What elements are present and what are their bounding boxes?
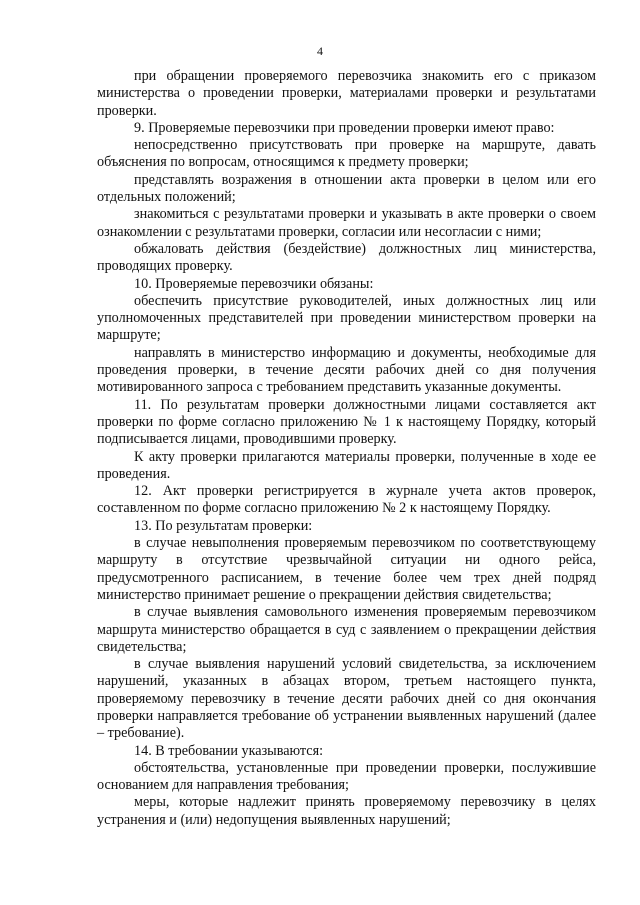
paragraph: меры, которые надлежит принять проверяемому перевозчику в целях устранения и (или) недопущения выявленных нарушений;: [97, 794, 596, 828]
paragraph: 14. В требовании указываются:: [134, 742, 324, 759]
paragraph: при обращении проверяемого перевозчика знакомить его с приказом министерства о проведении проверки, материалами проверки и результатами проверки.: [97, 68, 596, 119]
paragraph: 13. По результатам проверки:: [134, 517, 313, 534]
paragraph: направлять в министерство информацию и документы, необходимые для проведения проверки, в течение десяти рабочих дней со дня получения мотивированного запроса с требованием представить указанные документы.: [97, 344, 596, 396]
paragraph: 10. Проверяемые перевозчики обязаны:: [134, 275, 374, 292]
page-number: 4: [317, 44, 323, 58]
paragraph: в случае выявления нарушений условий свидетельства, за исключением нарушений, указанных в абзацах втором, третьем настоящего пункта, проверяемому перевозчику в течение десяти рабочих дней со дня окончания проверки направляется требование об устранении выявленных нарушений (далее – требование).: [97, 656, 596, 742]
paragraph: обеспечить присутствие руководителей, иных должностных лиц или уполномоченных представителей при проведении министерством проверки на маршруте;: [97, 292, 596, 344]
paragraph: знакомиться с результатами проверки и указывать в акте проверки о своем ознакомлении с результатами проверки, согласии или несогласии с ними;: [97, 206, 596, 240]
paragraph: обстоятельства, установленные при проведении проверки, послужившие основанием для направления требования;: [97, 759, 596, 794]
paragraph: 11. По результатам проверки должностными лицами составляется акт проверки по форме согласно приложению № 1 к настоящему Порядку, который подписывается лицами, проводившими проверку.: [97, 396, 596, 448]
paragraph: 12. Акт проверки регистрируется в журнале учета актов проверок, составленном по форме согласно приложению № 2 к настоящему Порядку.: [97, 483, 596, 517]
paragraph: в случае невыполнения проверяемым перевозчиком по соответствующему маршруту в отсутствие чрезвычайной ситуации ни одного рейса, предусмотренного расписанием, в течение более чем трех дней подряд министерство принимает решение о прекращении действия свидетельства;: [97, 535, 596, 603]
document-body: [97, 68, 596, 829]
paragraph: в случае выявления самовольного изменения проверяемым перевозчиком маршрута министерство обращается в суд с заявлением о прекращении действия свидетельства;: [97, 604, 596, 655]
paragraph: представлять возражения в отношении акта проверки в целом или его отдельных положений;: [97, 171, 596, 206]
paragraph: непосредственно присутствовать при проверке на маршруте, давать объяснения по вопросам, относящимся к предмету проверки;: [97, 137, 596, 171]
paragraph: обжаловать действия (бездействие) должностных лиц министерства, проводящих проверку.: [97, 240, 596, 275]
paragraph: К акту проверки прилагаются материалы проверки, полученные в ходе ее проведения.: [97, 448, 596, 482]
paragraph: 9. Проверяемые перевозчики при проведении проверки имеют право:: [134, 119, 555, 136]
